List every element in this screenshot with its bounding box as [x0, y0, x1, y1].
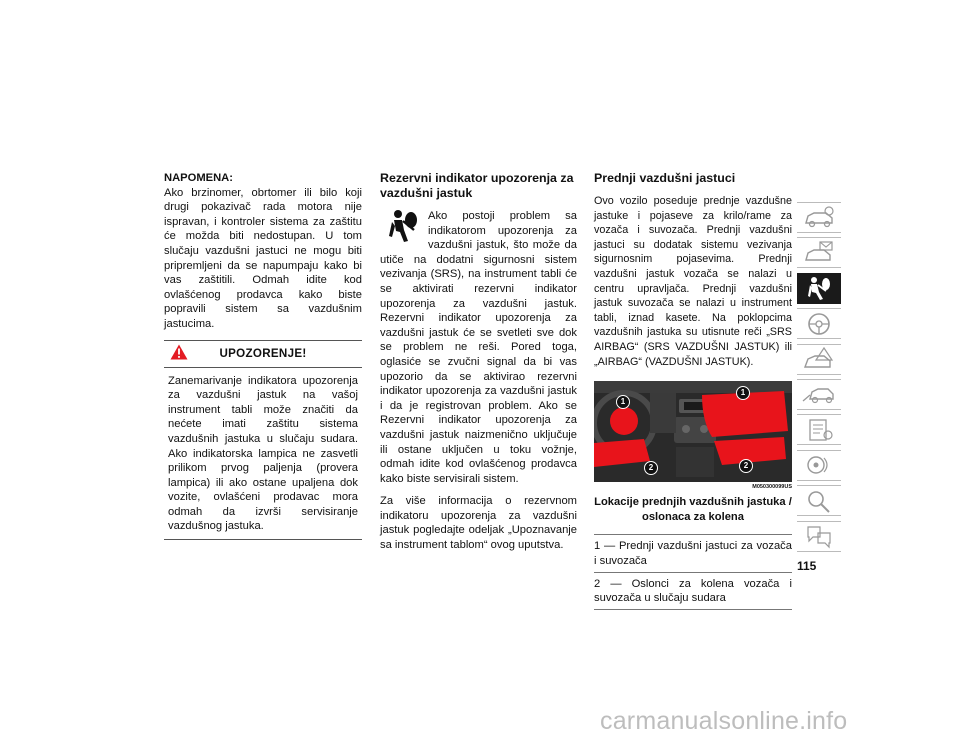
language-icon [802, 523, 836, 549]
backup-indicator-reference: Za više informacija o rezervnom indikatoru upozorenja za vazdušni jastuk pogledajte odeljak „Upoznavanje sa instrument tablom“ ovog uputstva. [380, 495, 577, 552]
car-mail-icon [802, 240, 836, 266]
tab-language[interactable] [797, 521, 841, 552]
tab-car-service[interactable] [797, 414, 841, 445]
figure-callout-1a: 1 [616, 395, 630, 409]
legend-item: 1 — Prednji vazdušni jastuci za vozača i suvozača [594, 535, 792, 572]
steering-wheel-icon [802, 311, 836, 337]
tab-steering[interactable] [797, 308, 841, 339]
front-airbags-text: Ovo vozilo poseduje prednje vazdušne jastuke i pojaseve za krilo/rame za vozača i suvozača. Prednji vazdušni jastuci su dodatak sistemu vezivanja sigurnosnim pojasevima. Prednji vazdušni jastuk vozača se nalazi u centru upravljača. Prednji vazdušni jastuk suvozača se nalazi u instrument tabli, iznad kasete. Na poklopcima vazdušnih jastuka su utisnute reči „SRS AIRBAG“ (SRS VAZDUŠNI JASTUK) ili „AIRBAG“ (VAZDUŠNI JASTUK). [594, 195, 792, 368]
backup-indicator-heading: Rezervni indikator upozorenja za vazdušni jastuk [380, 171, 574, 200]
warning-header [164, 341, 362, 368]
warning-box [164, 340, 362, 541]
backup-indicator-text: Ako postoji problem sa indikatorom upozorenja za vazdušni jastuk, što može da utiče na dodatni sigurnosni sistem vezivanja (SRS), na instrument tabli će se aktivirati rezervni indikator upozorenja za vazdušni jastuk. Rezervni indikator upozorenja za vazdušni jastuk će se svetleti sve dok se problem ne reši. Pored toga, oglasiće se zvučni signal da bi vas upozorio da se aktivirao rezervni indikator upozorenja za vazdušni jastuk i da je registrovan problem. Ako se Rezervni indikator upozorenja za vazdušni jastuk naizmenično uključuje ili ostane uključen u toku vožnje, odmah idite kod ovlašćenog prodavca kako biste servisirali sistem. [380, 210, 577, 485]
tab-car-mail[interactable] [797, 237, 841, 268]
front-airbags-heading: Prednji vazdušni jastuci [594, 171, 736, 185]
tab-multimedia[interactable] [797, 450, 841, 481]
multimedia-icon [802, 452, 836, 478]
figure-callout-1b: 1 [736, 386, 750, 400]
tab-search-index[interactable] [797, 485, 841, 516]
tab-car-warning[interactable] [797, 344, 841, 375]
tab-car-info[interactable] [797, 202, 841, 233]
tab-car-tow[interactable] [797, 379, 841, 410]
column-middle [380, 171, 577, 553]
airbag-location-figure [594, 381, 792, 482]
airbag-seat-icon [802, 275, 836, 301]
car-warning-icon [802, 346, 836, 372]
warning-title: UPOZORENJE! [219, 346, 307, 360]
legend-item: 2 — Oslonci za kolena vozača i suvozača u slučaju sudara [594, 573, 792, 610]
tab-airbag-seat[interactable] [797, 273, 841, 304]
watermark: carmanualsonline.info [600, 707, 848, 735]
figure-callout-2a: 2 [644, 461, 658, 475]
airbag-warning-icon [386, 209, 420, 243]
note-title: NAPOMENA: [164, 172, 233, 184]
note-text: Ako brzinomer, obrtomer ili bilo koji drugi pokazivač rada motora nije ispravan, i kontroler sistema za zaštitu će možda biti nedostupan. U tom slučaju vazdušni jastuci ne mogu biti pripremljeni da se napumpaju kako bi vas zaštitili. Odmah idite kod ovlašćenog prodavca kako biste popravili sistem sa vazdušnim jastucima. [164, 186, 362, 330]
car-service-icon [802, 417, 836, 443]
figure-legend [594, 534, 792, 609]
page-number: 115 [797, 559, 817, 573]
car-tow-icon [802, 381, 836, 407]
search-index-icon [802, 488, 836, 514]
car-info-icon [802, 205, 836, 231]
column-right [594, 171, 792, 610]
figure-caption: Lokacije prednjih vazdušnih jastuka / oslonaca za kolena [594, 496, 792, 523]
figure-code: M050300099US [752, 484, 792, 491]
column-left [164, 171, 362, 540]
warning-text: Zanemarivanje indikatora upozorenja za vazdušni jastuk na vašoj instrument tabli može značiti da nećete imati zaštitu sistema vazdušnih jastuka u slučaju sudara. Ako indikatorska lampica ne zasvetli prilikom prvog paljenja (provera lampica) ili ako ostane upaljena dok vozite, ovlašćeni prodavac mora odmah da izvrši servisiranje vazdušnog jastuka. [168, 374, 358, 533]
chapter-tabs [797, 202, 841, 556]
figure-callout-2b: 2 [739, 459, 753, 473]
